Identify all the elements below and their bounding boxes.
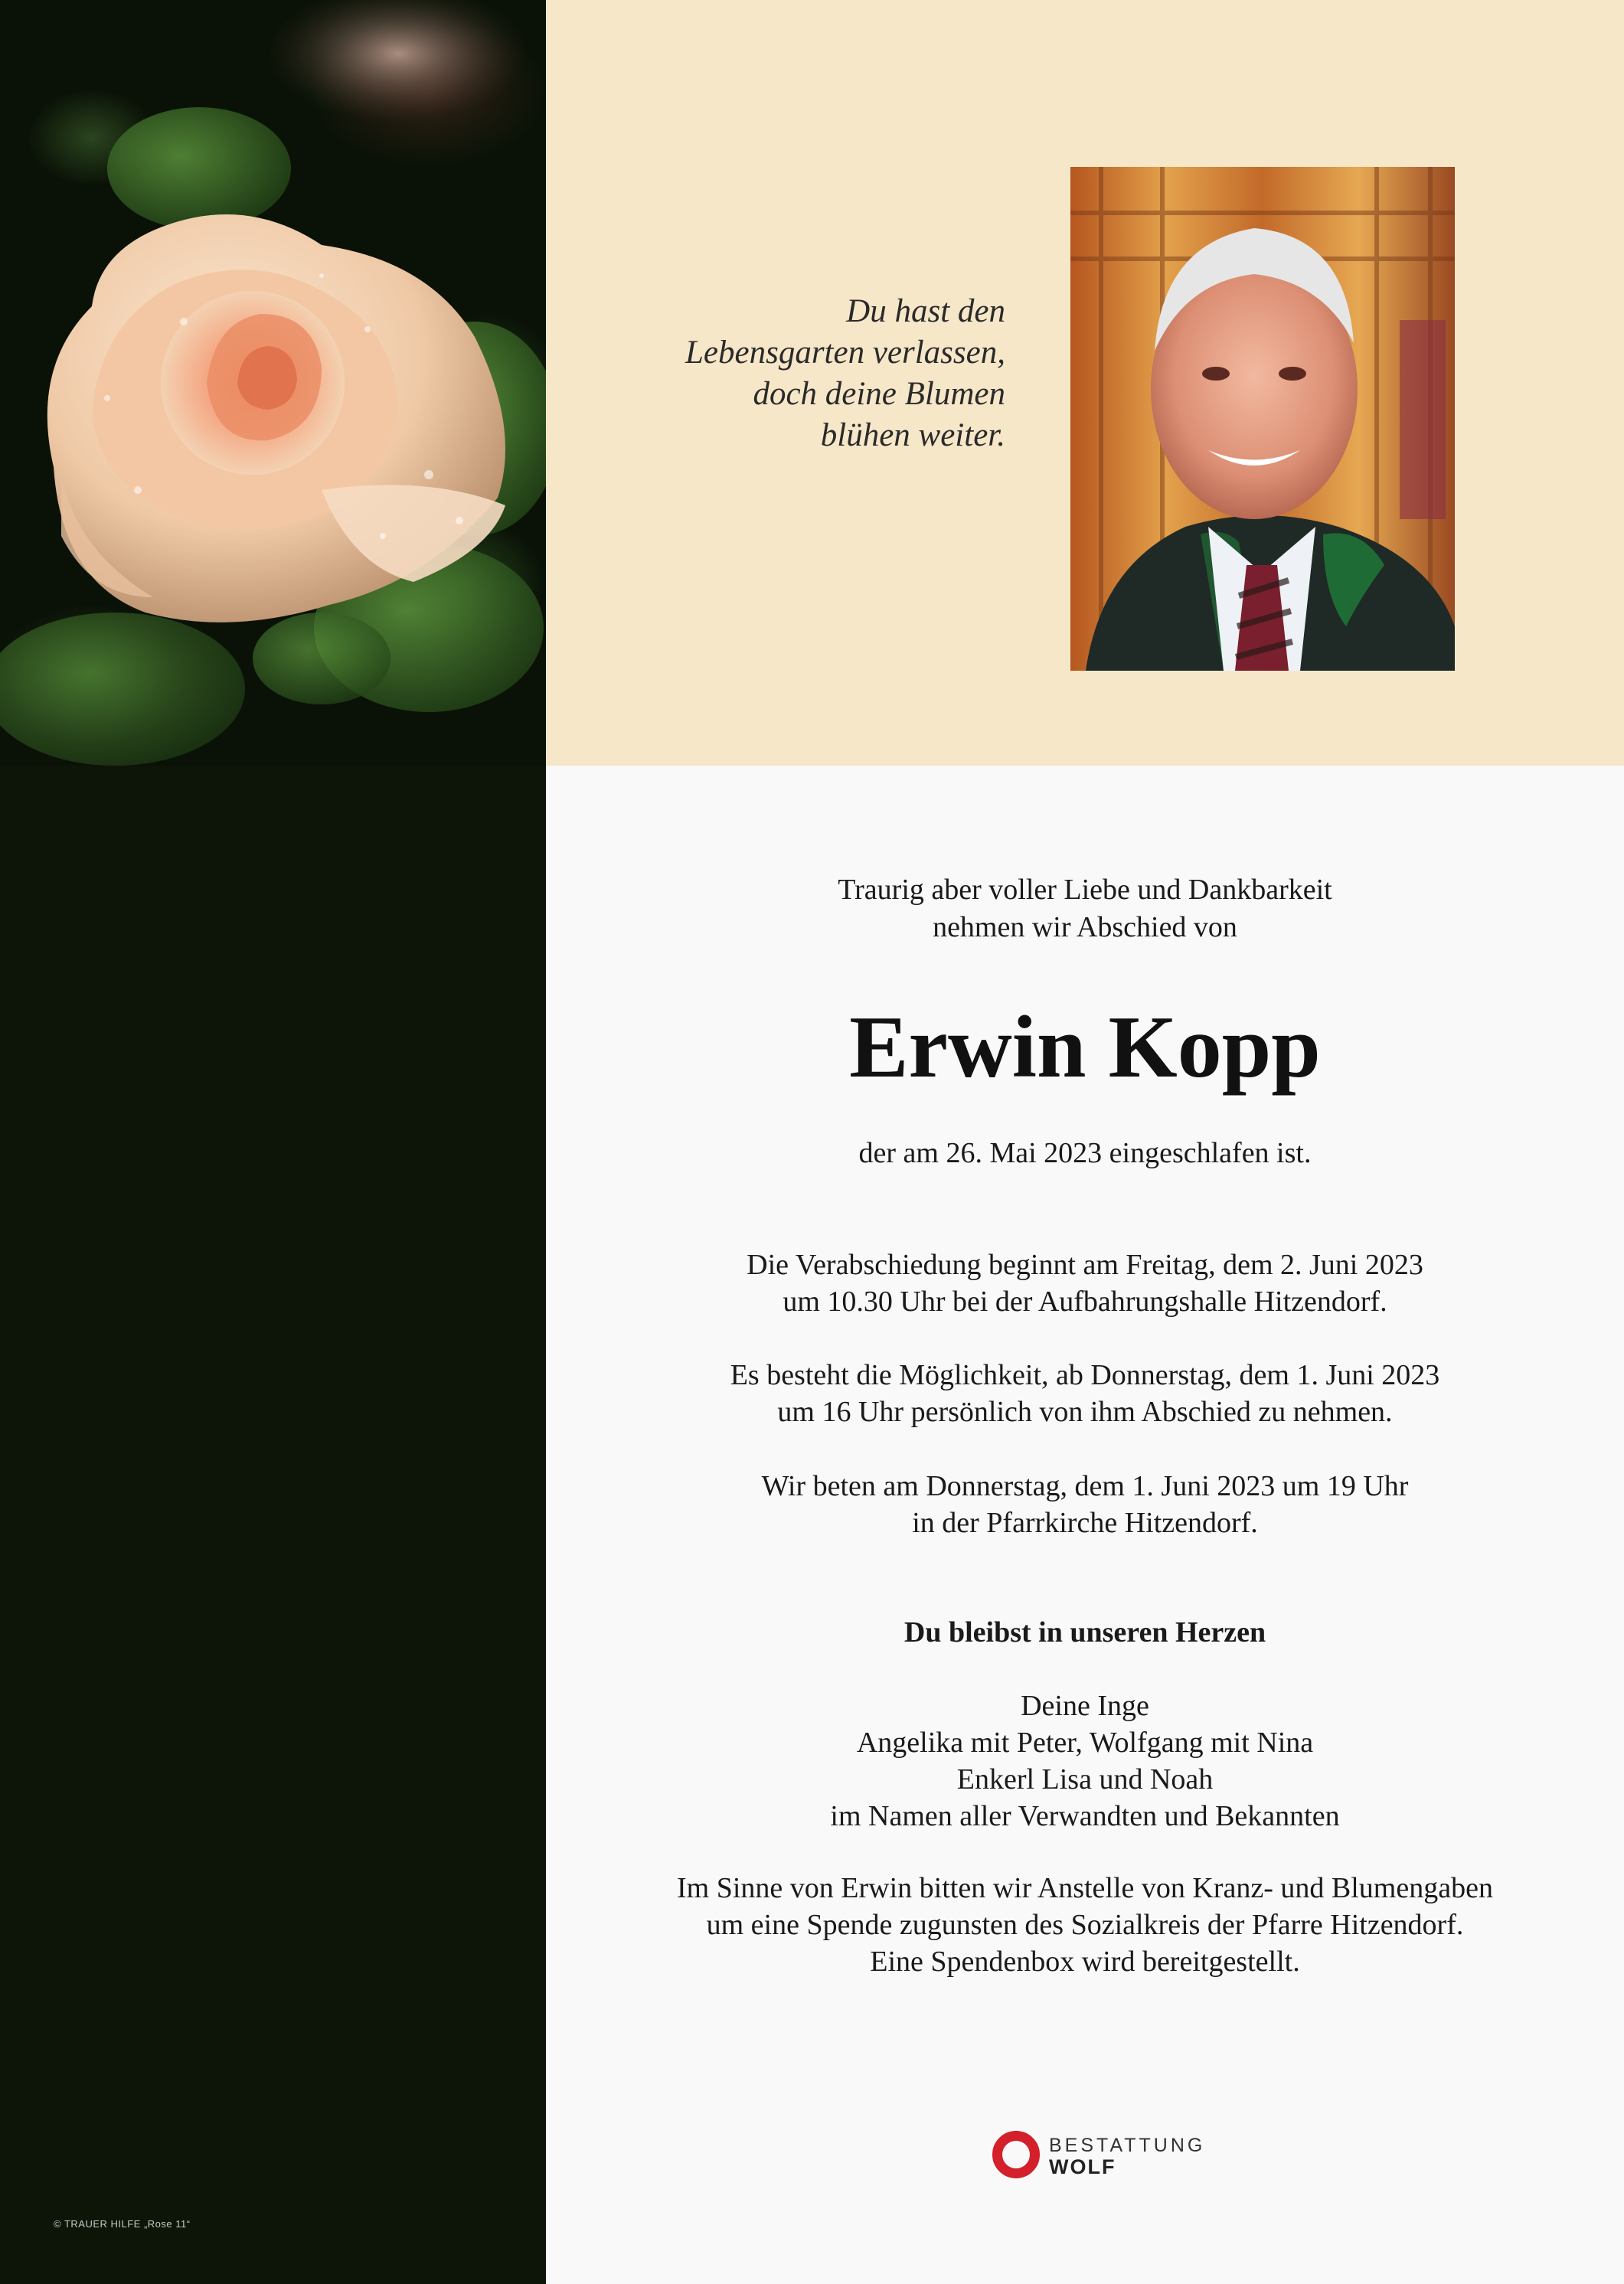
- mourner-line: Enkerl Lisa und Noah: [956, 1763, 1214, 1796]
- left-dark-panel: [0, 0, 546, 2284]
- prayer-info: [546, 1468, 1624, 1541]
- portrait-photo: [1070, 167, 1455, 671]
- tagline: Du bleibst in unseren Herzen: [903, 1616, 1266, 1648]
- death-notice: der am 26. Mai 2023 eingeschlafen ist.: [858, 1137, 1312, 1169]
- viewing-line: um 16 Uhr persönlich von ihm Abschied zu nehmen.: [777, 1396, 1393, 1428]
- farewell-line: um 10.30 Uhr bei der Aufbahrungshalle Hitzendorf.: [783, 1286, 1387, 1318]
- quote-line: Du hast den: [846, 293, 1005, 329]
- donation-line: Eine Spendenbox wird bereitgestellt.: [870, 1946, 1300, 1978]
- quote-line: Lebensgarten verlassen,: [685, 335, 1005, 371]
- rose-photo: [0, 0, 546, 766]
- mourner-line: Deine Inge: [1021, 1690, 1149, 1722]
- intro-text: [546, 871, 1624, 946]
- intro-line: Traurig aber voller Liebe und Dankbarkeit: [838, 874, 1332, 906]
- logo-ring-icon: [992, 2131, 1040, 2178]
- mourners-list: [546, 1688, 1624, 1835]
- donation-line: um eine Spende zugunsten des Sozialkreis der Pfarre Hitzendorf.: [706, 1909, 1464, 1941]
- farewell-info: [546, 1247, 1624, 1320]
- portrait-image: [1070, 167, 1455, 671]
- copyright-notice: © TRAUER HILFE „Rose 11“: [54, 2218, 191, 2230]
- mourner-line: im Namen aller Verwandten und Bekannten: [830, 1800, 1340, 1832]
- deceased-name: Erwin Kopp: [849, 998, 1321, 1096]
- rose-image: [0, 0, 546, 766]
- quote-line: blühen weiter.: [820, 417, 1005, 453]
- prayer-line: in der Pfarrkirche Hitzendorf.: [912, 1507, 1258, 1539]
- donation-request: [546, 1870, 1624, 1980]
- funeral-home-logo: [992, 2129, 1222, 2183]
- logo-top-text: BESTATTUNG: [1049, 2135, 1206, 2156]
- mourner-line: Angelika mit Peter, Wolfgang mit Nina: [856, 1727, 1314, 1759]
- memorial-quote: [546, 291, 1005, 456]
- prayer-line: Wir beten am Donnerstag, dem 1. Juni 2023 um 19 Uhr: [761, 1470, 1409, 1502]
- farewell-line: Die Verabschiedung beginnt am Freitag, dem 2. Juni 2023: [747, 1249, 1423, 1281]
- logo-bottom-text: WOLF: [1049, 2155, 1116, 2178]
- quote-line: doch deine Blumen: [753, 376, 1005, 412]
- viewing-info: [546, 1357, 1624, 1430]
- intro-line: nehmen wir Abschied von: [933, 911, 1237, 943]
- donation-line: Im Sinne von Erwin bitten wir Anstelle von Kranz- und Blumengaben: [677, 1872, 1493, 1904]
- viewing-line: Es besteht die Möglichkeit, ab Donnerstag, dem 1. Juni 2023: [730, 1359, 1440, 1391]
